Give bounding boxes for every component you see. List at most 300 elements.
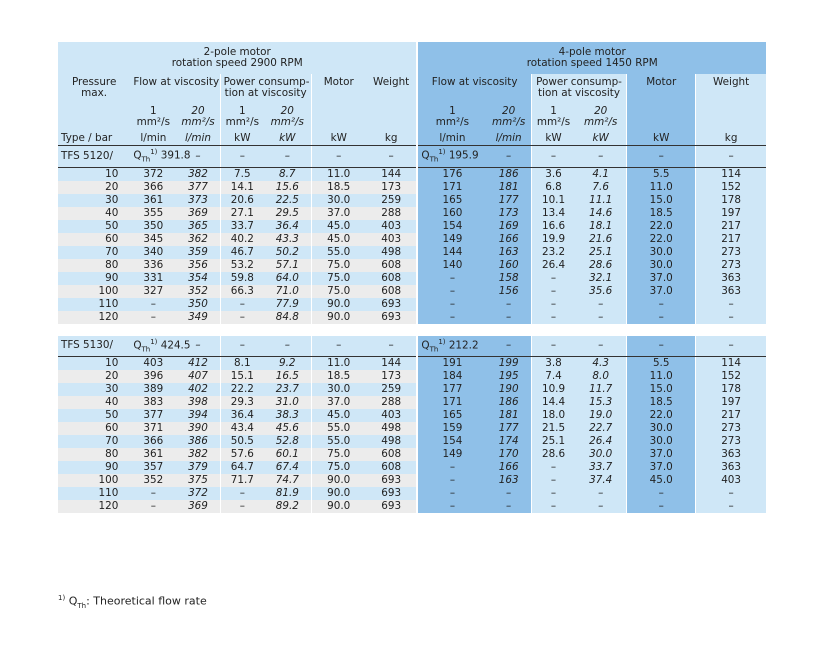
visc-value: 1 — [239, 105, 246, 117]
weight-kg-cell: 144 — [366, 167, 418, 181]
flow-20-cell: 181 — [486, 181, 531, 194]
motor-kw-cell: 45.0 — [311, 233, 366, 246]
power-20-cell: 50.2 — [264, 246, 311, 259]
table-row — [58, 448, 766, 461]
flow-1-cell: 171 — [417, 181, 486, 194]
flow-20-cell: 350 — [176, 298, 220, 311]
flow-1-cell: 366 — [130, 435, 176, 448]
qth-symbol: Q — [133, 339, 142, 352]
flow-1-cell: – — [417, 500, 486, 513]
table-5130-body — [58, 336, 766, 514]
table-row — [58, 474, 766, 487]
visc-unit: mm²/s — [181, 116, 215, 128]
visc-unit: mm²/s — [270, 116, 304, 128]
flow-1-cell: 361 — [130, 448, 176, 461]
power-1-cell: 23.2 — [531, 246, 575, 259]
power-1-cell: 28.6 — [531, 448, 575, 461]
flow-1-cell: 340 — [130, 246, 176, 259]
power-label-2: tion at viscosity — [224, 87, 307, 99]
weight-kg-cell: 173 — [366, 370, 418, 383]
table-row — [58, 167, 766, 181]
pressure-cell: 70 — [58, 246, 130, 259]
flow-1-cell: – — [417, 298, 486, 311]
visc-unit: mm²/s — [584, 116, 618, 128]
power-20-cell: 67.4 — [264, 461, 311, 474]
power-1-cell: 19.9 — [531, 233, 575, 246]
visc-value: 20 — [502, 105, 516, 117]
visc-20-header — [575, 103, 627, 131]
pressure-cell: 10 — [58, 167, 130, 181]
pressure-cell: 70 — [58, 435, 130, 448]
power-20-cell: 11.1 — [575, 194, 627, 207]
pressure-cell: 20 — [58, 370, 130, 383]
weight-kg-cell: 693 — [366, 474, 418, 487]
power-1-cell: – — [531, 500, 575, 513]
dash-cell: – — [264, 146, 311, 168]
motor-kw-cell: 90.0 — [311, 487, 366, 500]
power-20-cell: 32.1 — [575, 272, 627, 285]
power-20-cell: – — [575, 298, 627, 311]
pressure-cell: 30 — [58, 194, 130, 207]
motor-kw-cell: – — [627, 298, 696, 311]
two-pole-speed: rotation speed 2900 RPM — [171, 57, 303, 69]
table-row — [58, 285, 766, 298]
visc-20-header — [486, 103, 531, 131]
footnote-marker: 1) — [58, 594, 66, 602]
type-row — [58, 146, 766, 168]
motor-kw-cell: 75.0 — [311, 461, 366, 474]
weight-header-right: Weight — [696, 74, 766, 103]
table-row — [58, 272, 766, 285]
motor-kw-cell: 30.0 — [627, 259, 696, 272]
type-label: TFS 5120/ — [58, 146, 130, 168]
flow-20-cell: 412 — [176, 357, 220, 371]
dash-cell: – — [627, 146, 696, 168]
visc-value: 20 — [280, 105, 294, 117]
power-1-cell: – — [220, 500, 264, 513]
flow-20-cell: – — [486, 311, 531, 324]
table-5120-body — [58, 146, 766, 324]
power-1-cell: 46.7 — [220, 246, 264, 259]
unit-kw: kW — [531, 131, 575, 146]
flow-1-cell: 140 — [417, 259, 486, 272]
power-20-cell: 4.1 — [575, 167, 627, 181]
power-1-cell: 18.0 — [531, 409, 575, 422]
qth-value: 391.8 — [160, 149, 191, 162]
motor-kw-cell: 11.0 — [627, 181, 696, 194]
flow-1-cell: 350 — [130, 220, 176, 233]
flow-20-cell: 382 — [176, 448, 220, 461]
power-20-cell: 7.6 — [575, 181, 627, 194]
flow-20-cell: 369 — [176, 207, 220, 220]
motor-kw-cell: 30.0 — [627, 435, 696, 448]
table-row — [58, 357, 766, 371]
dash-cell: – — [627, 336, 696, 357]
flow-1-cell: 366 — [130, 181, 176, 194]
weight-kg-cell: 178 — [696, 194, 766, 207]
weight-kg-cell: 288 — [366, 396, 418, 409]
power-20-cell: 19.0 — [575, 409, 627, 422]
flow-20-cell: 186 — [486, 396, 531, 409]
qth-value: 424.5 — [160, 339, 191, 352]
power-1-cell: – — [531, 487, 575, 500]
pressure-cell: 110 — [58, 487, 130, 500]
table-row — [58, 246, 766, 259]
footnote-sub: Th — [77, 601, 87, 610]
weight-kg-cell: 608 — [366, 461, 418, 474]
two-pole-header — [58, 42, 417, 74]
motor-kw-cell: 37.0 — [627, 461, 696, 474]
table-row — [58, 487, 766, 500]
table-row — [58, 500, 766, 513]
power-1-cell: 33.7 — [220, 220, 264, 233]
power-20-cell: – — [575, 311, 627, 324]
flow-20-cell: 365 — [176, 220, 220, 233]
unit-kw: kW — [220, 131, 264, 146]
power-1-cell: 14.4 — [531, 396, 575, 409]
power-1-cell: 7.5 — [220, 167, 264, 181]
power-20-cell: 15.3 — [575, 396, 627, 409]
pressure-cell: 40 — [58, 396, 130, 409]
dash-cell: – — [531, 336, 575, 357]
flow-20-cell: 195 — [486, 370, 531, 383]
weight-kg-cell: 114 — [696, 167, 766, 181]
unit-kw: kW — [311, 131, 366, 146]
flow-20-cell: 354 — [176, 272, 220, 285]
motor-header-row — [58, 42, 766, 74]
weight-kg-cell: 259 — [366, 383, 418, 396]
power-20-cell: 9.2 — [264, 357, 311, 371]
flow-20-cell: 158 — [486, 272, 531, 285]
motor-kw-cell: – — [627, 311, 696, 324]
flow-1-cell: 355 — [130, 207, 176, 220]
flow-1-cell: 372 — [130, 167, 176, 181]
flow-1-cell: 184 — [417, 370, 486, 383]
flow-20-cell: 398 — [176, 396, 220, 409]
motor-kw-cell: 55.0 — [311, 422, 366, 435]
flow-20-cell: 372 — [176, 487, 220, 500]
motor-kw-cell: – — [627, 487, 696, 500]
power-1-cell: 3.8 — [531, 357, 575, 371]
power-20-cell: 18.1 — [575, 220, 627, 233]
flow-20-cell: 362 — [176, 233, 220, 246]
table-row — [58, 461, 766, 474]
power-header-right — [531, 74, 626, 103]
weight-kg-cell: 217 — [696, 220, 766, 233]
flow-1-cell: 171 — [417, 396, 486, 409]
motor-kw-cell: 55.0 — [311, 435, 366, 448]
power-20-cell: 25.1 — [575, 246, 627, 259]
dash-cell: – — [176, 146, 220, 168]
motor-kw-cell: 30.0 — [627, 246, 696, 259]
motor-kw-cell: 30.0 — [311, 194, 366, 207]
flow-1-cell: 396 — [130, 370, 176, 383]
flow-20-cell: 359 — [176, 246, 220, 259]
power-1-cell: 6.8 — [531, 181, 575, 194]
power-label-1: Power consump- — [223, 76, 310, 88]
qth-left — [130, 336, 191, 357]
pressure-max-label: max. — [81, 87, 108, 99]
power-20-cell: 29.5 — [264, 207, 311, 220]
power-20-cell: 60.1 — [264, 448, 311, 461]
power-1-cell: – — [531, 285, 575, 298]
flow-20-cell: 166 — [486, 233, 531, 246]
motor-kw-cell: 11.0 — [311, 357, 366, 371]
pressure-cell: 40 — [58, 207, 130, 220]
flow-1-cell: 149 — [417, 448, 486, 461]
flow-1-cell: 352 — [130, 474, 176, 487]
pressure-cell: 80 — [58, 448, 130, 461]
power-20-cell: 8.7 — [264, 167, 311, 181]
flow-1-cell: 165 — [417, 194, 486, 207]
motor-kw-cell: 15.0 — [627, 194, 696, 207]
flow-20-cell: 181 — [486, 409, 531, 422]
motor-kw-cell: 75.0 — [311, 285, 366, 298]
motor-kw-cell: 5.5 — [627, 357, 696, 371]
qth-footnote-marker: 1) — [438, 148, 446, 156]
flow-20-cell: 156 — [486, 285, 531, 298]
flow-20-cell: 349 — [176, 311, 220, 324]
power-1-cell: – — [531, 272, 575, 285]
power-20-cell: 84.8 — [264, 311, 311, 324]
pressure-cell: 50 — [58, 220, 130, 233]
flow-1-cell: 327 — [130, 285, 176, 298]
weight-kg-cell: 693 — [366, 487, 418, 500]
unit-lmin: l/min — [417, 131, 486, 146]
power-20-cell: 38.3 — [264, 409, 311, 422]
qth-value: 195.9 — [448, 149, 479, 162]
flow-1-cell: 149 — [417, 233, 486, 246]
weight-kg-cell: 363 — [696, 461, 766, 474]
flow-1-cell: – — [130, 500, 176, 513]
dash-cell: – — [696, 146, 766, 168]
qth-sub: Th — [429, 155, 439, 164]
power-20-cell: 57.1 — [264, 259, 311, 272]
qth-left — [130, 146, 191, 168]
flow-20-cell: 186 — [486, 167, 531, 181]
footnote — [58, 594, 207, 610]
pressure-header — [58, 74, 130, 103]
table-row — [58, 181, 766, 194]
dash-cell: – — [366, 336, 418, 357]
power-1-cell: 71.7 — [220, 474, 264, 487]
motor-kw-cell: 22.0 — [627, 409, 696, 422]
weight-kg-cell: 403 — [366, 220, 418, 233]
dash-cell: – — [531, 146, 575, 168]
motor-header-right: Motor — [627, 74, 696, 103]
unit-kg: kg — [366, 131, 418, 146]
table-row — [58, 370, 766, 383]
pressure-cell: 90 — [58, 272, 130, 285]
power-20-cell: 35.6 — [575, 285, 627, 298]
four-pole-title: 4-pole motor — [558, 46, 626, 58]
visc-value: 1 — [150, 105, 157, 117]
visc-20-header — [264, 103, 311, 131]
power-20-cell: 16.5 — [264, 370, 311, 383]
power-1-cell: 3.6 — [531, 167, 575, 181]
pressure-cell: 80 — [58, 259, 130, 272]
power-1-cell: 21.5 — [531, 422, 575, 435]
motor-kw-cell: 45.0 — [311, 220, 366, 233]
qth-footnote-marker: 1) — [438, 337, 446, 346]
power-20-cell: 36.4 — [264, 220, 311, 233]
weight-kg-cell: 403 — [366, 233, 418, 246]
flow-20-cell: 163 — [486, 246, 531, 259]
flow-1-cell: – — [130, 487, 176, 500]
visc-unit: mm²/s — [491, 116, 526, 128]
footnote-q: Q — [68, 594, 78, 608]
flow-1-cell: 165 — [417, 409, 486, 422]
weight-kg-cell: 608 — [366, 272, 418, 285]
weight-kg-cell: 114 — [696, 357, 766, 371]
flow-1-cell: 389 — [130, 383, 176, 396]
power-1-cell: – — [220, 311, 264, 324]
power-1-cell: 16.6 — [531, 220, 575, 233]
weight-header-left: Weight — [366, 74, 418, 103]
table-row — [58, 207, 766, 220]
power-20-cell: 52.8 — [264, 435, 311, 448]
flow-1-cell: – — [417, 487, 486, 500]
qth-value: 212.2 — [448, 339, 479, 352]
motor-kw-cell: 18.5 — [311, 181, 366, 194]
pressure-cell: 90 — [58, 461, 130, 474]
power-20-cell: 28.6 — [575, 259, 627, 272]
two-pole-title: 2-pole motor — [203, 46, 271, 58]
motor-kw-cell: 37.0 — [627, 285, 696, 298]
flow-1-cell: – — [417, 272, 486, 285]
dash-cell: – — [486, 336, 531, 357]
motor-kw-cell: 45.0 — [627, 474, 696, 487]
footnote-text: : Theoretical flow rate — [86, 594, 207, 608]
power-20-cell: 81.9 — [264, 487, 311, 500]
power-1-cell: 10.9 — [531, 383, 575, 396]
flow-1-cell: – — [417, 311, 486, 324]
visc-value: 1 — [550, 105, 557, 117]
pressure-cell: 110 — [58, 298, 130, 311]
motor-kw-cell: – — [627, 500, 696, 513]
motor-kw-cell: 45.0 — [311, 409, 366, 422]
power-1-cell: – — [531, 461, 575, 474]
flow-20-cell: 177 — [486, 422, 531, 435]
power-1-cell: 25.1 — [531, 435, 575, 448]
motor-kw-cell: 37.0 — [627, 448, 696, 461]
pressure-cell: 60 — [58, 422, 130, 435]
motor-kw-cell: 5.5 — [627, 167, 696, 181]
weight-kg-cell: – — [696, 298, 766, 311]
power-1-cell: 36.4 — [220, 409, 264, 422]
weight-kg-cell: 363 — [696, 448, 766, 461]
motor-kw-cell: 75.0 — [311, 259, 366, 272]
unit-lmin: l/min — [130, 131, 176, 146]
weight-kg-cell: 152 — [696, 181, 766, 194]
weight-kg-cell: 197 — [696, 207, 766, 220]
weight-kg-cell: 273 — [696, 259, 766, 272]
table-row — [58, 233, 766, 246]
motor-kw-cell: 22.0 — [627, 233, 696, 246]
power-1-cell: 22.2 — [220, 383, 264, 396]
power-label-1: Power consump- — [536, 76, 622, 88]
pressure-cell: 20 — [58, 181, 130, 194]
qth-symbol: Q — [421, 339, 430, 352]
weight-kg-cell: – — [696, 487, 766, 500]
flow-1-cell: 191 — [417, 357, 486, 371]
flow-20-cell: 160 — [486, 259, 531, 272]
motor-kw-cell: 18.5 — [627, 207, 696, 220]
flow-20-cell: – — [486, 487, 531, 500]
unit-row — [58, 131, 766, 146]
dash-cell: – — [311, 146, 366, 168]
four-pole-header — [417, 42, 766, 74]
flow-1-cell: 176 — [417, 167, 486, 181]
motor-kw-cell: 90.0 — [311, 474, 366, 487]
power-20-cell: – — [575, 487, 627, 500]
weight-kg-cell: 273 — [696, 246, 766, 259]
power-20-cell: 23.7 — [264, 383, 311, 396]
power-20-cell: 45.6 — [264, 422, 311, 435]
weight-kg-cell: 608 — [366, 259, 418, 272]
motor-kw-cell: 55.0 — [311, 246, 366, 259]
pressure-cell: 50 — [58, 409, 130, 422]
visc-unit: mm²/s — [225, 116, 259, 128]
qth-sub: Th — [141, 155, 151, 164]
visc-1-header — [417, 103, 486, 131]
flow-20-cell: 356 — [176, 259, 220, 272]
motor-kw-cell: 75.0 — [311, 272, 366, 285]
weight-kg-cell: 144 — [366, 357, 418, 371]
power-20-cell: 22.7 — [575, 422, 627, 435]
type-label: TFS 5130/ — [58, 336, 130, 357]
unit-lmin: l/min — [486, 131, 531, 146]
flow-20-cell: 199 — [486, 357, 531, 371]
weight-blank — [696, 103, 766, 131]
power-20-cell: 31.0 — [264, 396, 311, 409]
four-pole-speed: rotation speed 1450 RPM — [526, 57, 658, 69]
power-1-cell: 43.4 — [220, 422, 264, 435]
visc-20-header — [176, 103, 220, 131]
flow-header-left: Flow at viscosity — [130, 74, 220, 103]
weight-kg-cell: 288 — [366, 207, 418, 220]
table-row — [58, 396, 766, 409]
weight-kg-cell: 693 — [366, 298, 418, 311]
weight-kg-cell: 259 — [366, 194, 418, 207]
table-row — [58, 298, 766, 311]
weight-kg-cell: 273 — [696, 435, 766, 448]
visc-1-header — [130, 103, 176, 131]
flow-1-cell: 371 — [130, 422, 176, 435]
flow-20-cell: 169 — [486, 220, 531, 233]
flow-20-cell: – — [486, 298, 531, 311]
visc-value: 1 — [449, 105, 456, 117]
power-1-cell: 40.2 — [220, 233, 264, 246]
pressure-cell: 30 — [58, 383, 130, 396]
flow-1-cell: 345 — [130, 233, 176, 246]
pressure-cell: 10 — [58, 357, 130, 371]
power-20-cell: 74.7 — [264, 474, 311, 487]
weight-kg-cell: 178 — [696, 383, 766, 396]
flow-1-cell: 361 — [130, 194, 176, 207]
motor-kw-cell: 90.0 — [311, 500, 366, 513]
flow-1-cell: 403 — [130, 357, 176, 371]
flow-20-cell: 373 — [176, 194, 220, 207]
motor-kw-cell: 37.0 — [311, 396, 366, 409]
weight-kg-cell: 152 — [696, 370, 766, 383]
type-row — [58, 336, 766, 357]
flow-20-cell: 407 — [176, 370, 220, 383]
flow-20-cell: 369 — [176, 500, 220, 513]
table-row — [58, 409, 766, 422]
power-1-cell: 15.1 — [220, 370, 264, 383]
weight-kg-cell: 273 — [696, 422, 766, 435]
